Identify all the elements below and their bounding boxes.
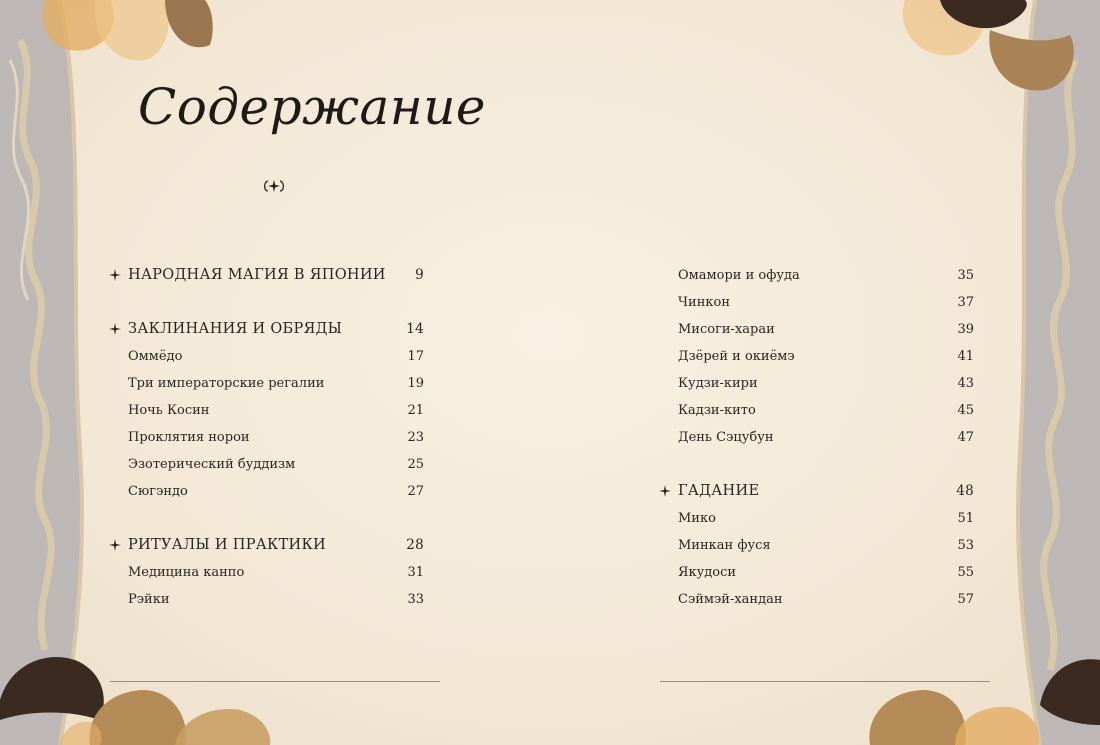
- toc-page-number: 37: [957, 295, 974, 310]
- ginkgo-leaves-bottom-right: [860, 645, 1100, 745]
- ginkgo-leaves-top-left: [15, 0, 215, 90]
- toc-page-number: 53: [957, 538, 974, 553]
- toc-entry[interactable]: [108, 370, 438, 397]
- toc-entry-title: Сюгэндо: [128, 484, 188, 499]
- toc-right-column: [658, 262, 988, 613]
- toc-entry-title: Эзотерический буддизм: [128, 457, 296, 472]
- toc-entry[interactable]: [658, 424, 988, 451]
- toc-page-number: 27: [407, 484, 424, 499]
- toc-page-number: 57: [957, 592, 974, 607]
- toc-entry-title: Кудзи-кири: [678, 376, 758, 391]
- toc-entry-title: Минкан фуся: [678, 538, 771, 553]
- toc-entry-title: Кадзи-кито: [678, 403, 756, 418]
- toc-entry-title: Чинкон: [678, 295, 730, 310]
- toc-entry-title: Дзёрей и окиёмэ: [678, 349, 795, 364]
- toc-entry[interactable]: [108, 586, 438, 613]
- toc-entry-title: Сэймэй-хандан: [678, 592, 783, 607]
- toc-page-number: 55: [957, 565, 974, 580]
- ginkgo-leaves-top-right: [895, 0, 1085, 100]
- toc-page-number: 51: [957, 511, 974, 526]
- toc-entry[interactable]: [658, 370, 988, 397]
- toc-entry-title: Омамори и офуда: [678, 268, 800, 283]
- star-bullet-icon: [109, 269, 121, 281]
- toc-entry-title: ЗАКЛИНАНИЯ И ОБРЯДЫ: [128, 321, 343, 337]
- toc-page-number: 19: [407, 376, 424, 391]
- toc-entry-title: Медицина канпо: [128, 565, 245, 580]
- toc-page-number: 25: [407, 457, 424, 472]
- toc-entry[interactable]: [108, 559, 438, 586]
- toc-entry[interactable]: [658, 343, 988, 370]
- divider-line: [660, 681, 990, 682]
- toc-section-entry[interactable]: [658, 478, 988, 505]
- toc-entry[interactable]: [658, 532, 988, 559]
- page-title: Содержание: [138, 78, 487, 136]
- toc-page-number: 47: [957, 430, 974, 445]
- toc-page-number: 9: [415, 267, 424, 283]
- toc-section-entry[interactable]: [108, 316, 438, 343]
- toc-entry-title: Ночь Косин: [128, 403, 210, 418]
- toc-page-number: 31: [407, 565, 424, 580]
- left-decorative-border: [0, 0, 110, 745]
- toc-page-number: 14: [406, 321, 424, 337]
- toc-entry[interactable]: [108, 397, 438, 424]
- ornament-star-icon: [262, 179, 286, 193]
- toc-entry[interactable]: [108, 451, 438, 478]
- toc-entry[interactable]: [658, 559, 988, 586]
- toc-entry-title: Рэйки: [128, 592, 170, 607]
- toc-page-number: 43: [957, 376, 974, 391]
- star-bullet-icon: [659, 485, 671, 497]
- toc-page-number: 39: [957, 322, 974, 337]
- right-decorative-border: [990, 0, 1100, 745]
- toc-section-entry[interactable]: [108, 262, 438, 289]
- toc-entry[interactable]: [658, 262, 988, 289]
- toc-entry[interactable]: [658, 505, 988, 532]
- toc-page-number: 41: [957, 349, 974, 364]
- toc-entry[interactable]: [658, 397, 988, 424]
- toc-page-number: 17: [407, 349, 424, 364]
- divider-line: [110, 681, 440, 682]
- toc-page-number: 48: [956, 483, 974, 499]
- toc-entry-title: Мико: [678, 511, 716, 526]
- toc-entry-title: РИТУАЛЫ И ПРАКТИКИ: [128, 537, 326, 553]
- toc-entry[interactable]: [658, 586, 988, 613]
- toc-entry[interactable]: [658, 289, 988, 316]
- toc-entry[interactable]: [108, 343, 438, 370]
- toc-page-number: 45: [957, 403, 974, 418]
- toc-entry-title: Якудоси: [678, 565, 737, 580]
- toc-entry-title: День Сэцубун: [678, 430, 774, 445]
- toc-entry[interactable]: [658, 316, 988, 343]
- toc-page-number: 21: [407, 403, 424, 418]
- toc-entry[interactable]: [108, 424, 438, 451]
- toc-section-entry[interactable]: [108, 532, 438, 559]
- toc-page-number: 35: [957, 268, 974, 283]
- toc-page-number: 23: [407, 430, 424, 445]
- toc-entry-title: Мисоги-хараи: [678, 322, 775, 337]
- toc-entry-title: НАРОДНАЯ МАГИЯ В ЯПОНИИ: [128, 267, 386, 283]
- toc-entry-title: Три императорские регалии: [128, 376, 325, 391]
- toc-page-number: 28: [406, 537, 424, 553]
- toc-left-column: [108, 262, 438, 613]
- star-bullet-icon: [109, 539, 121, 551]
- ginkgo-leaves-bottom-left: [0, 650, 280, 745]
- toc-entry[interactable]: [108, 478, 438, 505]
- toc-entry-title: Проклятия норои: [128, 430, 250, 445]
- toc-entry-title: Оммёдо: [128, 349, 183, 364]
- toc-entry-title: ГАДАНИЕ: [678, 483, 760, 499]
- star-bullet-icon: [109, 323, 121, 335]
- toc-page-number: 33: [407, 592, 424, 607]
